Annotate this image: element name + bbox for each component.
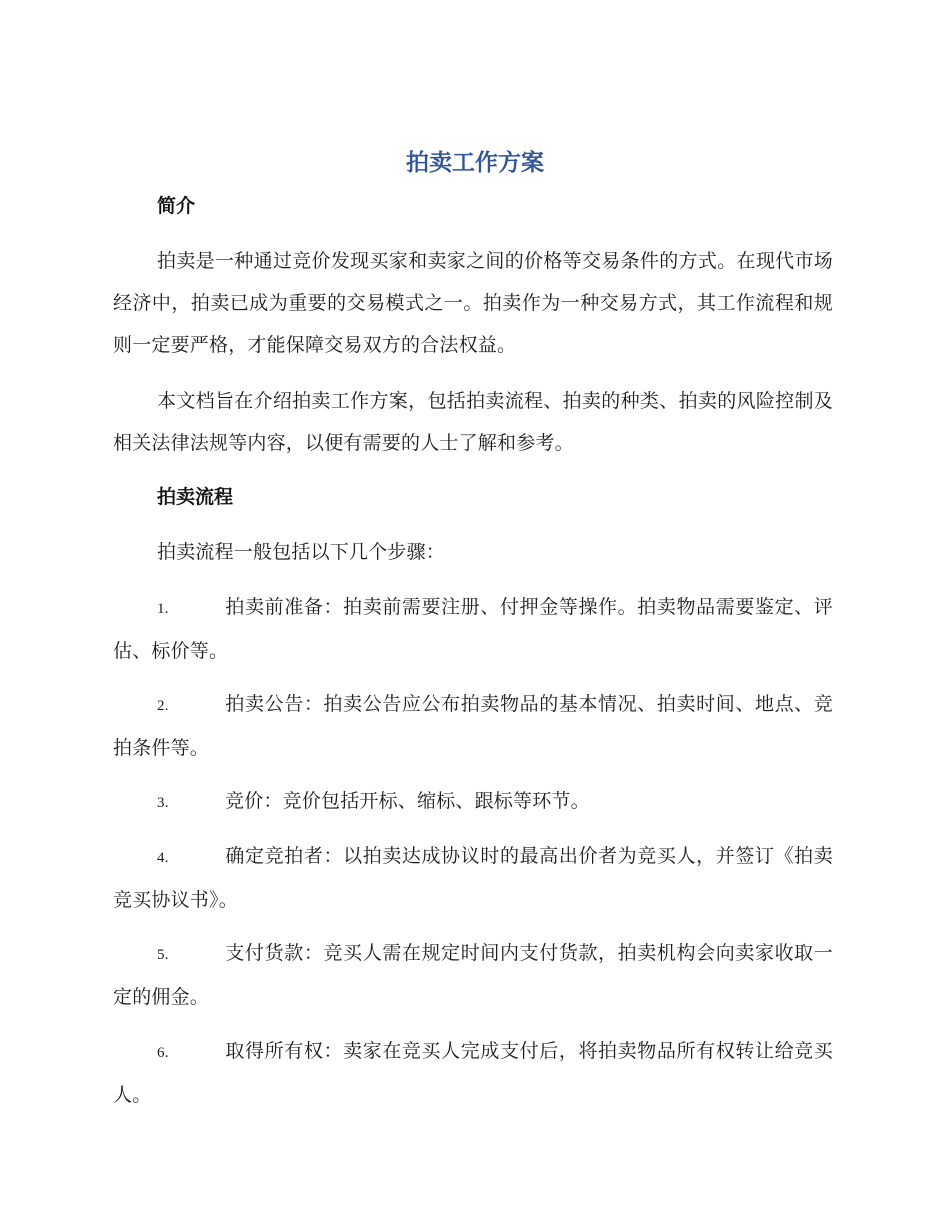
step-number: 1. [157,601,169,617]
step-number: 4. [157,850,169,866]
process-step [113,1030,833,1116]
process-lead-paragraph: 拍卖流程一般包括以下几个步骤： [157,541,446,563]
step-number: 6. [157,1045,169,1061]
step-text: 取得所有权：卖家在竞买人完成支付后，将拍卖物品所有权转让给竞买人。 [113,1040,833,1106]
step-text: 支付货款：竞买人需在规定时间内支付货款，拍卖机构会向卖家收取一定的佣金。 [113,942,833,1008]
step-text: 确定竞拍者：以拍卖达成协议时的最高出价者为竞买人，并签订《拍卖竞买协议书》。 [113,845,833,911]
process-step [113,780,833,824]
process-step [113,586,833,672]
section-heading-intro: 简介 [157,195,196,217]
intro-paragraph-1: 拍卖是一种通过竞价发现买家和卖家之间的价格等交易条件的方式。在现代市场经济中，拍卖已成为重要的交易模式之一。拍卖作为一种交易方式，其工作流程和规则一定要严格，才能保障交易双方的合法权益。 [113,250,833,356]
step-text: 拍卖前准备：拍卖前需要注册、付押金等操作。拍卖物品需要鉴定、评估、标价等。 [113,596,833,662]
section-heading-process: 拍卖流程 [157,486,234,508]
process-step [113,932,833,1018]
step-text: 竞价：竞价包括开标、缩标、跟标等环节。 [225,790,590,812]
document-title: 拍卖工作方案 [406,150,544,176]
step-number: 5. [157,947,169,963]
intro-paragraph-2: 本文档旨在介绍拍卖工作方案，包括拍卖流程、拍卖的种类、拍卖的风险控制及相关法律法规等内容，以便有需要的人士了解和参考。 [113,390,833,454]
step-number: 2. [157,698,169,714]
process-step [113,835,833,921]
process-step [113,683,833,769]
step-text: 拍卖公告：拍卖公告应公布拍卖物品的基本情况、拍卖时间、地点、竞拍条件等。 [113,693,833,759]
step-number: 3. [157,795,169,811]
